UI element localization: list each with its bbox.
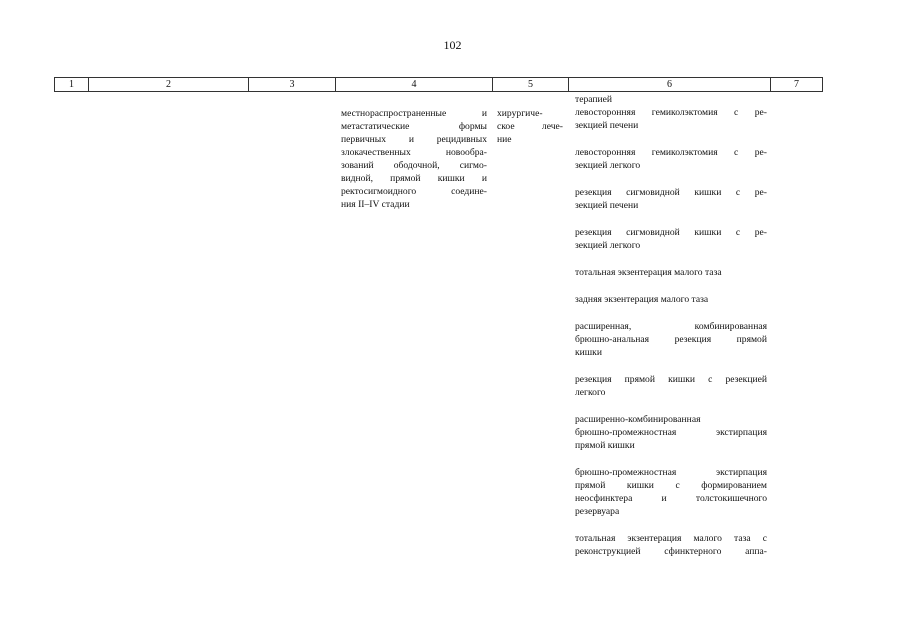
- col4-description: [341, 107, 487, 211]
- col5-line: ние: [497, 134, 512, 145]
- header-col-4: 4: [335, 78, 492, 91]
- col5-treatment-type: [497, 107, 563, 146]
- list-item: [575, 293, 767, 306]
- method-line: прямой кишки с формированием: [575, 480, 767, 491]
- list-item: [575, 146, 767, 172]
- col4-line: первичных и рецидивных: [341, 134, 487, 145]
- list-item: [575, 413, 767, 452]
- method-line: резекция сигмовидной кишки с ре-: [575, 227, 767, 238]
- col4-line: местнораспространенные и: [341, 108, 487, 119]
- list-item: [575, 373, 767, 399]
- col6-methods: [575, 93, 767, 572]
- list-item: [575, 466, 767, 518]
- col5-line: ское лече-: [497, 121, 563, 132]
- method-line: легкого: [575, 387, 606, 398]
- method-line: левосторонняя гемиколэктомия с ре-: [575, 147, 767, 158]
- method-line: брюшно-промежностная экстирпация: [575, 467, 767, 478]
- col4-line: ректосигмоидного соедине-: [341, 186, 487, 197]
- list-item: [575, 320, 767, 359]
- method-line: левосторонняя гемиколэктомия с ре-: [575, 107, 767, 118]
- col4-line: зований ободочной, сигмо-: [341, 160, 487, 171]
- page-number: 102: [443, 38, 462, 52]
- method-line: кишки: [575, 347, 602, 358]
- method-line: реконструкцией сфинктерного аппа-: [575, 546, 767, 557]
- list-item: [575, 106, 767, 132]
- col4-line: метастатические формы: [341, 121, 487, 132]
- method-line: зекцией печени: [575, 200, 639, 211]
- method-line: резекция сигмовидной кишки с ре-: [575, 187, 767, 198]
- header-col-7: 7: [770, 78, 823, 91]
- header-col-6: 6: [568, 78, 770, 91]
- header-col-3: 3: [248, 78, 335, 91]
- method-line: расширенно-комбинированная: [575, 414, 701, 425]
- col6-continuation: терапией: [575, 94, 613, 105]
- header-col-1: 1: [54, 78, 88, 91]
- method-line: прямой кишки: [575, 440, 635, 451]
- list-item: [575, 186, 767, 212]
- list-item: [575, 532, 767, 558]
- col4-line: ния II–IV стадии: [341, 199, 410, 210]
- col5-line: хирургиче-: [497, 108, 543, 119]
- method-line: зекцией легкого: [575, 160, 641, 171]
- method-line: задняя экзентерация малого таза: [575, 294, 709, 305]
- list-item: [575, 266, 767, 279]
- header-col-2: 2: [88, 78, 248, 91]
- method-line: расширенная, комбинированная: [575, 321, 767, 332]
- method-line: зекцией легкого: [575, 240, 641, 251]
- table-header-row: [54, 77, 823, 92]
- col4-line: видной, прямой кишки и: [341, 173, 487, 184]
- list-item: [575, 226, 767, 252]
- method-line: резекция прямой кишки с резекцией: [575, 374, 767, 385]
- method-line: брюшно-анальная резекция прямой: [575, 334, 767, 345]
- method-line: брюшно-промежностная экстирпация: [575, 427, 767, 438]
- method-line: зекцией печени: [575, 120, 639, 131]
- method-line: тотальная экзентерация малого таза с: [575, 533, 767, 544]
- method-line: неосфинктера и толстокишечного: [575, 493, 767, 504]
- method-line: резервуара: [575, 506, 620, 517]
- col4-line: злокачественных новообра-: [341, 147, 487, 158]
- header-col-5: 5: [492, 78, 568, 91]
- method-line: тотальная экзентерация малого таза: [575, 267, 722, 278]
